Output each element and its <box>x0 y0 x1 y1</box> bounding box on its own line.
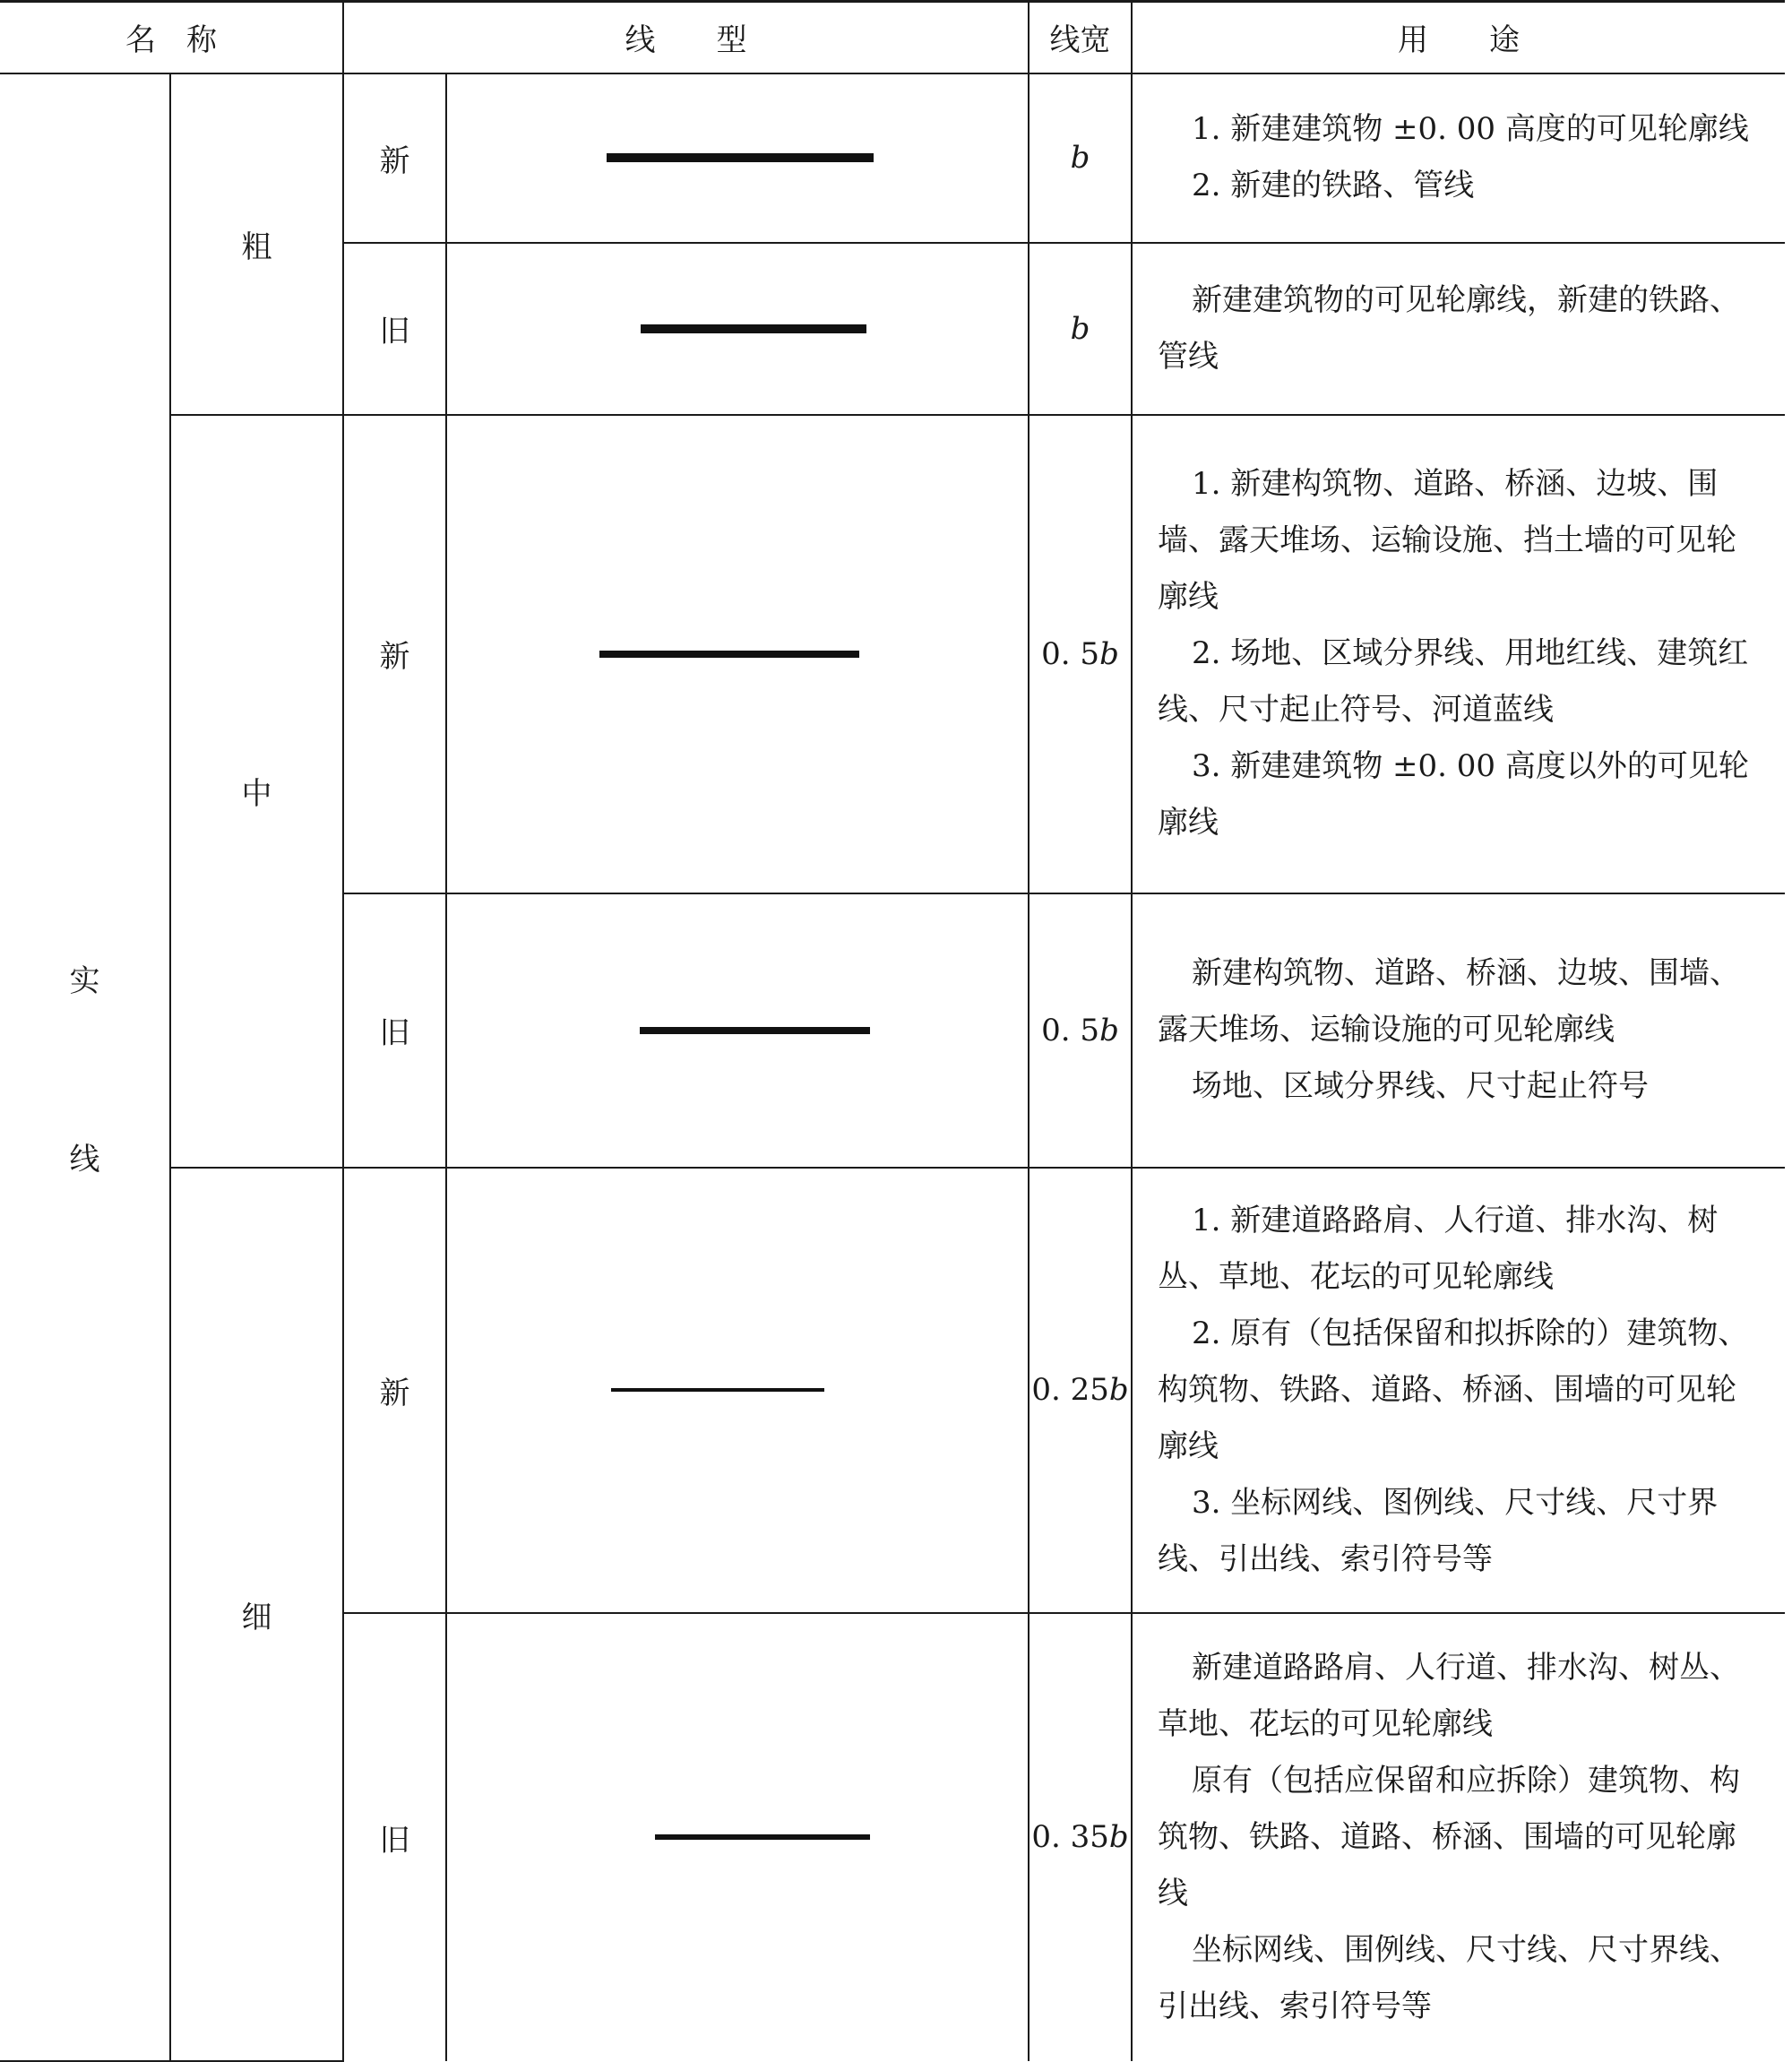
row-version: 新 <box>343 73 446 243</box>
row-version: 旧 <box>343 1613 446 2061</box>
row-version: 新 <box>343 415 446 893</box>
category-thin: 细 <box>170 1168 343 2061</box>
line-sample-cell <box>446 1613 1029 2061</box>
line-sample-cell <box>446 893 1029 1168</box>
usage-line: 1. 新建构筑物、道路、桥涵、边坡、围墙、露天堆场、运输设施、挡土墙的可见轮廓线 <box>1158 466 1736 615</box>
header-usage: 用 途 <box>1132 2 1785 73</box>
category-thick: 粗 <box>170 73 343 415</box>
usage-line: 2. 场地、区域分界线、用地红线、建筑红线、尺寸起止符号、河道蓝线 <box>1158 635 1749 728</box>
usage-line: 2. 原有（包括保留和拟拆除的）建筑物、构筑物、铁路、道路、桥涵、围墙的可见轮廓线 <box>1158 1315 1749 1464</box>
line-sample <box>641 324 866 333</box>
usage-line: 新建道路路肩、人行道、排水沟、树丛、草地、花坛的可见轮廓线 <box>1158 1649 1740 1742</box>
usage-cell <box>1132 893 1785 1168</box>
usage-line: 2. 新建的铁路、管线 <box>1192 168 1475 203</box>
category-solid-char-1: 实 <box>69 962 100 999</box>
usage-line: 1. 新建建筑物 ±0. 00 高度的可见轮廓线 <box>1192 111 1749 147</box>
line-sample <box>640 1027 870 1034</box>
usage-line: 场地、区域分界线、尺寸起止符号 <box>1192 1068 1649 1104</box>
header-line-type: 线 型 <box>343 2 1029 73</box>
usage-cell <box>1132 1168 1785 1613</box>
usage-cell <box>1132 73 1785 243</box>
row-version: 新 <box>343 1168 446 1613</box>
line-width: b <box>1029 243 1132 415</box>
line-sample-cell <box>446 243 1029 415</box>
usage-cell <box>1132 1613 1785 2061</box>
header-line-width: 线宽 <box>1029 2 1132 73</box>
line-sample <box>655 1834 870 1840</box>
line-width: 0. 5b <box>1029 415 1132 893</box>
row-version: 旧 <box>343 893 446 1168</box>
line-sample <box>611 1388 824 1392</box>
usage-line: 3. 坐标网线、图例线、尺寸线、尺寸界线、引出线、索引符号等 <box>1158 1484 1719 1577</box>
line-width: 0. 5b <box>1029 893 1132 1168</box>
line-sample-cell <box>446 415 1029 893</box>
usage-line: 新建建筑物的可见轮廓线，新建的铁路、管线 <box>1158 281 1740 375</box>
usage-line: 1. 新建道路路肩、人行道、排水沟、树丛、草地、花坛的可见轮廓线 <box>1158 1202 1719 1295</box>
line-sample-cell <box>446 1168 1029 1613</box>
usage-cell <box>1132 243 1785 415</box>
line-sample-cell <box>446 73 1029 243</box>
usage-line: 新建构筑物、道路、桥涵、边坡、围墙、露天堆场、运输设施的可见轮廓线 <box>1158 955 1740 1048</box>
usage-cell <box>1132 415 1785 893</box>
usage-line: 3. 新建建筑物 ±0. 00 高度以外的可见轮廓线 <box>1158 748 1749 841</box>
row-version: 旧 <box>343 243 446 415</box>
category-medium: 中 <box>170 415 343 1168</box>
category-solid-line <box>0 73 170 2061</box>
line-sample <box>599 651 859 658</box>
header-name: 名 称 <box>0 2 343 73</box>
category-solid-char-2: 线 <box>69 1141 100 1178</box>
usage-line: 原有（包括应保留和应拆除）建筑物、构筑物、铁路、道路、桥涵、围墙的可见轮廓线 <box>1158 1762 1740 1911</box>
line-sample <box>607 153 874 162</box>
usage-line: 坐标网线、围例线、尺寸线、尺寸界线、引出线、索引符号等 <box>1158 1931 1740 2024</box>
line-width: 0. 25b <box>1029 1168 1132 1613</box>
line-width: 0. 35b <box>1029 1613 1132 2061</box>
line-width: b <box>1029 73 1132 243</box>
